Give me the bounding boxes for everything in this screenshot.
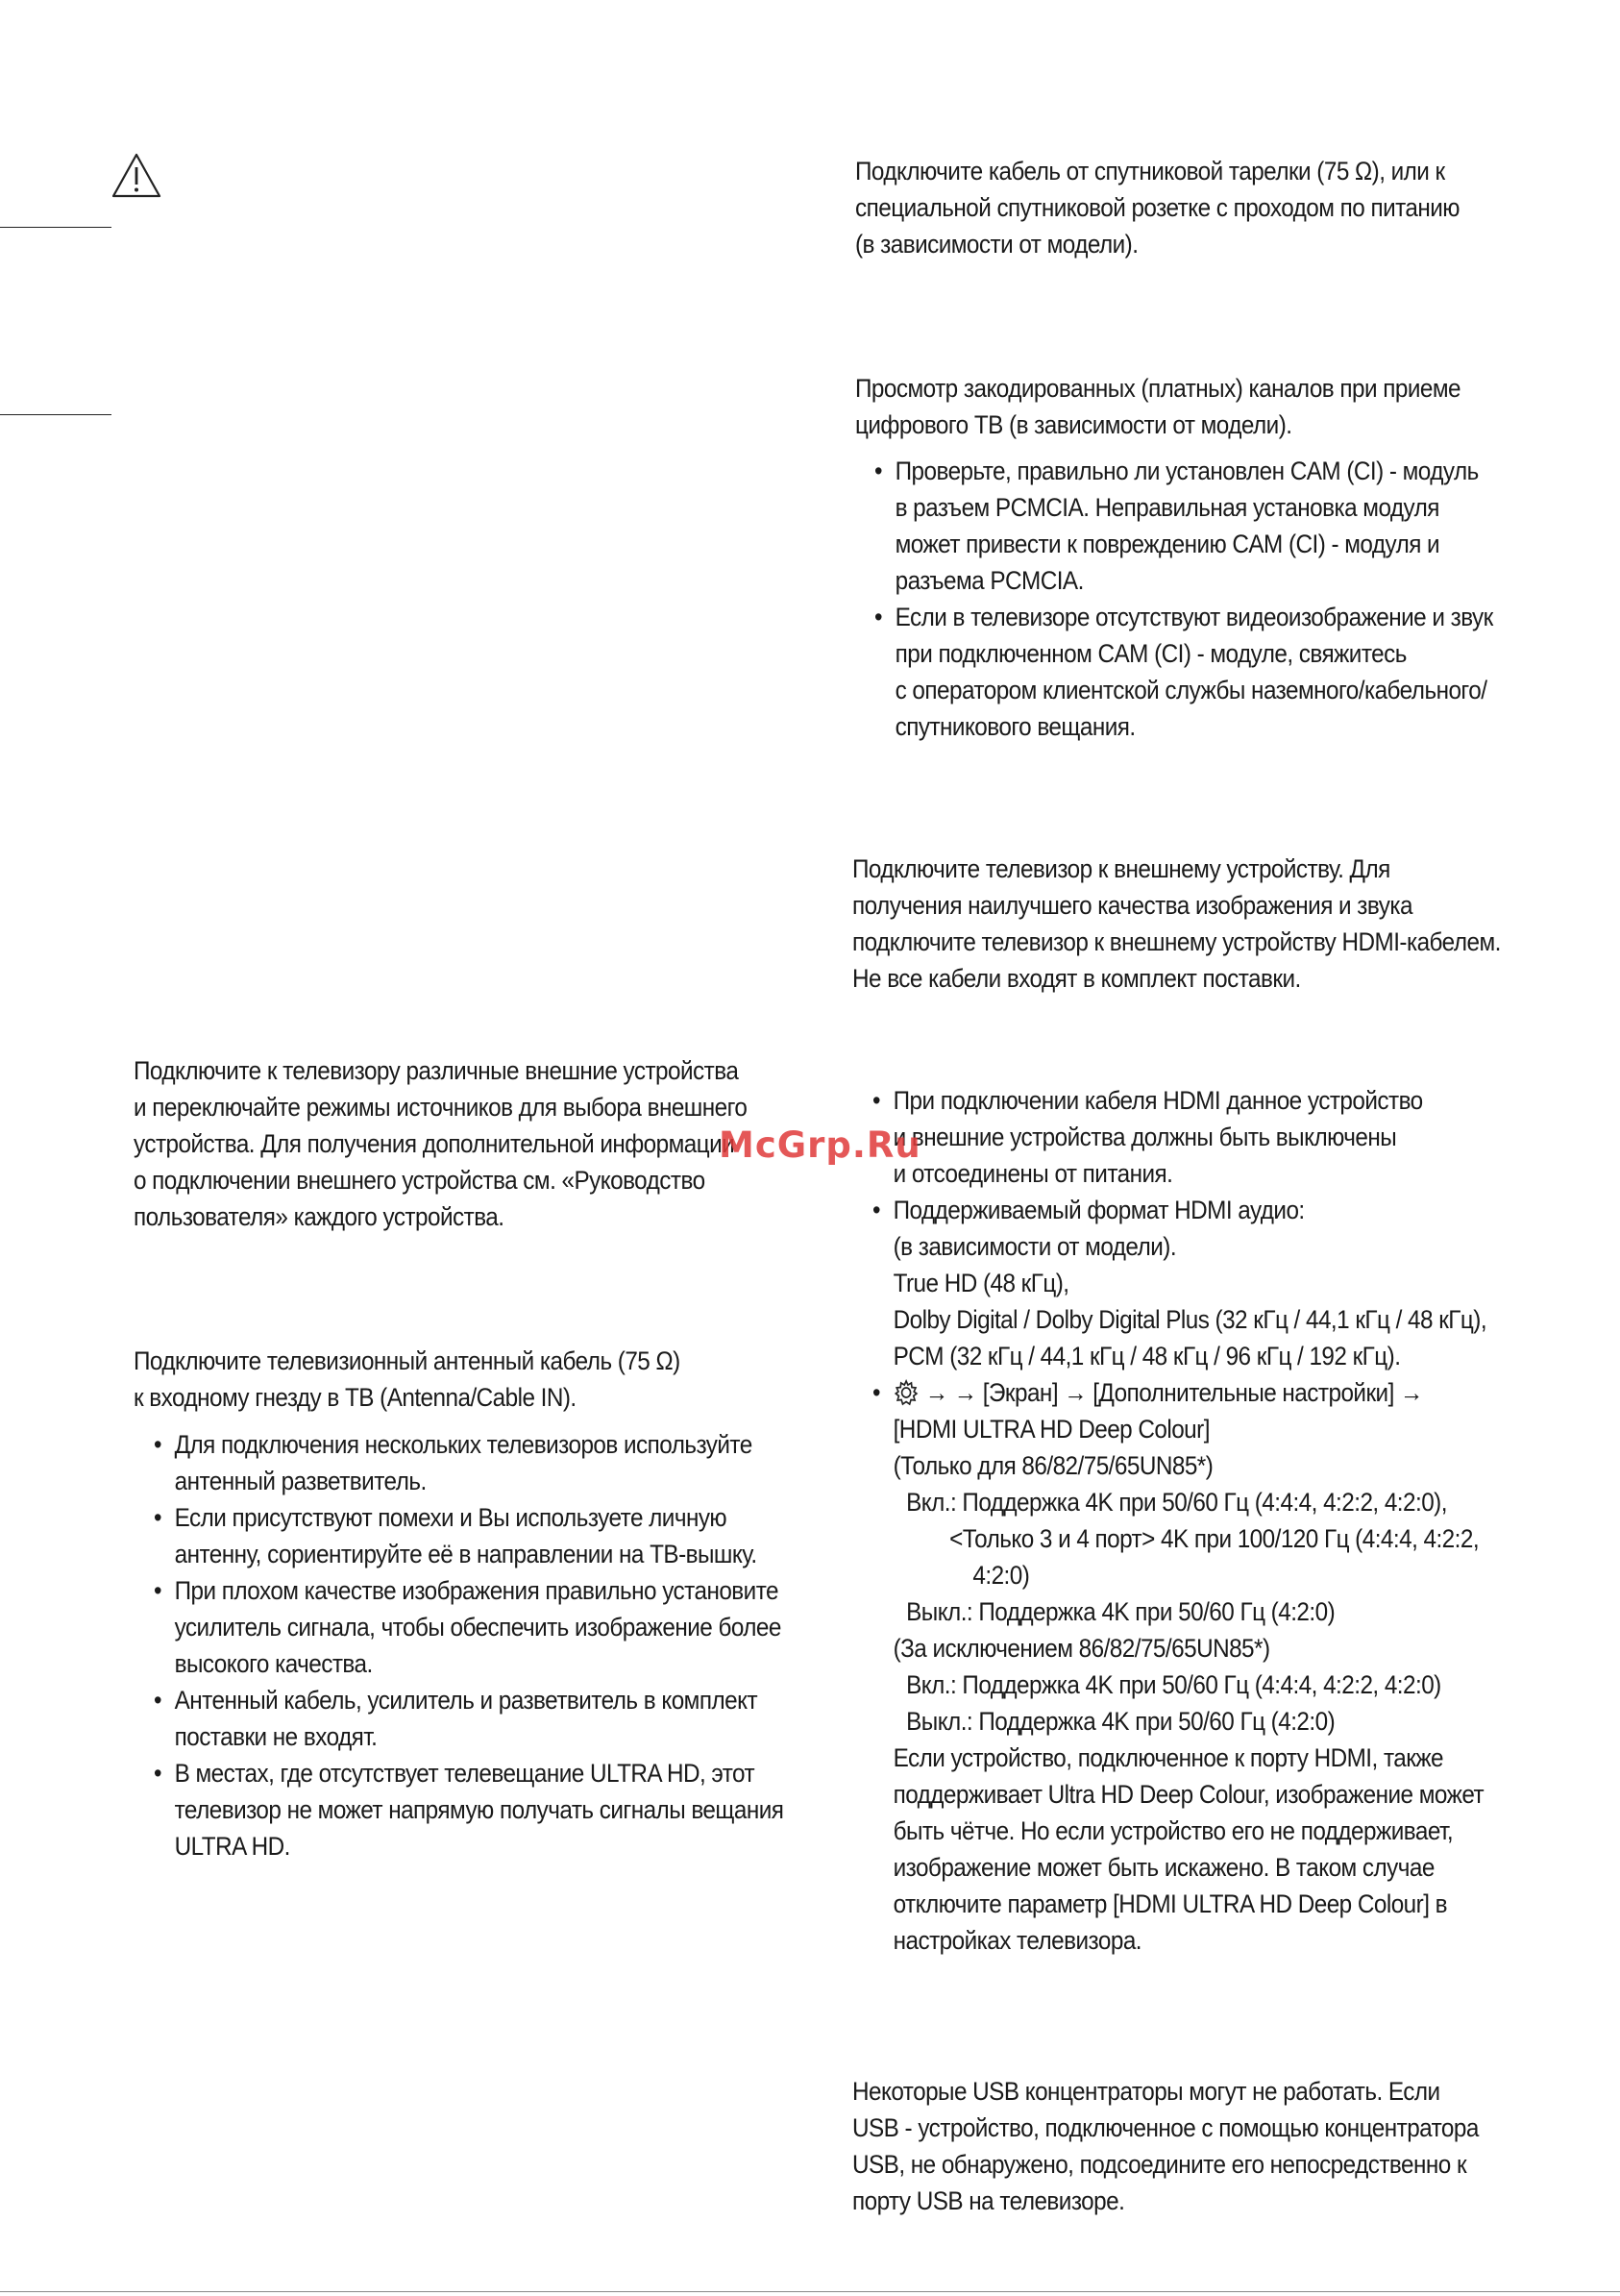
- antenna-paragraph: [134, 1343, 680, 1416]
- bullet-line: Dolby Digital / Dolby Digital Plus (32 кГц / 44,1 кГц / 48 кГц),: [893, 1305, 1487, 1334]
- cam-intro-paragraph: [855, 370, 1460, 443]
- antenna-bullet: [154, 1755, 783, 1864]
- warning-icon: [110, 152, 162, 200]
- antenna-line: Подключите телевизионный антенный кабель (75 Ω): [134, 1346, 680, 1375]
- bullet-line: спутникового вещания.: [895, 712, 1136, 741]
- deep-colour-line: изображение может быть искажено. В таком случае: [893, 1853, 1435, 1882]
- external-line: устройства. Для получения дополнительной информации: [134, 1129, 735, 1158]
- deep-colour-line: 4:2:0): [972, 1561, 1030, 1590]
- cam-intro-line: Просмотр закодированных (платных) каналов при приеме: [855, 374, 1460, 403]
- deep-colour-line: быть чётче. Но если устройство его не поддерживает,: [893, 1816, 1454, 1845]
- bullet-line: поставки не входят.: [174, 1722, 378, 1751]
- bullet-line: • Для подключения нескольких телевизоров используйте: [174, 1430, 752, 1459]
- bullet-line: телевизор не может напрямую получать сигналы вещания: [174, 1795, 784, 1824]
- bullet-line: True HD (48 кГц),: [893, 1269, 1069, 1297]
- gear-icon: [894, 1378, 920, 1407]
- watermark-logo: McGrp.Ru: [719, 1124, 921, 1166]
- hdmi-intro-line: Подключите телевизор к внешнему устройству. Для: [852, 854, 1390, 883]
- deep-colour-line: (За исключением 86/82/75/65UN85*): [893, 1634, 1270, 1663]
- satellite-line: Подключите кабель от спутниковой тарелки (75 Ω), или к: [855, 157, 1445, 185]
- antenna-bullet: [154, 1572, 783, 1682]
- hdmi-intro-paragraph: [852, 851, 1501, 997]
- antenna-line: к входному гнезду в ТВ (Antenna/Cable IN).: [134, 1383, 577, 1412]
- external-devices-paragraph: [134, 1052, 747, 1235]
- deep-colour-path: → → [Экран] → [Дополнительные настройки] →: [924, 1378, 1423, 1407]
- bullet-line: разъема PCMCIA.: [895, 566, 1084, 595]
- satellite-paragraph: [855, 153, 1460, 262]
- satellite-line: специальной спутниковой розетке с проходом по питанию: [855, 193, 1460, 222]
- antenna-bullet-list: [154, 1426, 783, 1864]
- cam-bullet: [874, 599, 1493, 745]
- deep-colour-line: отключите параметр [HDMI ULTRA HD Deep Colour] в: [893, 1889, 1447, 1918]
- bullet-line: • В местах, где отсутствует телевещание ULTRA HD, этот: [174, 1759, 755, 1788]
- deep-colour-line: Выкл.: Поддержка 4K при 50/60 Гц (4:2:0): [906, 1707, 1336, 1736]
- external-line: Подключите к телевизору различные внешние устройства: [134, 1056, 739, 1085]
- external-line: о подключении внешнего устройства см. «Руководство: [134, 1166, 705, 1195]
- cam-intro-line: цифрового ТВ (в зависимости от модели).: [855, 410, 1292, 439]
- bullet-line: антенну, сориентируйте её в направлении на ТВ-вышку.: [174, 1540, 757, 1568]
- external-line: и переключайте режимы источников для выбора внешнего: [134, 1093, 748, 1122]
- usb-line: USB, не обнаружено, подсоедините его непосредственно к: [852, 2150, 1467, 2179]
- bullet-line: при подключенном CAM (CI) - модуле, свяжитесь: [895, 639, 1407, 668]
- bullet-line: • При подключении кабеля HDMI данное устройство: [893, 1086, 1423, 1115]
- deep-colour-line: Вкл.: Поддержка 4K при 50/60 Гц (4:4:4, 4:2:2, 4:2:0),: [906, 1488, 1447, 1517]
- bullet-line: • Поддерживаемый формат HDMI аудио:: [893, 1196, 1305, 1224]
- satellite-line: (в зависимости от модели).: [855, 230, 1139, 259]
- hdmi-bullet-deep-colour: [872, 1374, 1486, 1959]
- deep-colour-line: Выкл.: Поддержка 4K при 50/60 Гц (4:2:0): [906, 1597, 1336, 1626]
- bullet-line: в разъем PCMCIA. Неправильная установка модуля: [895, 493, 1439, 522]
- antenna-bullet: [154, 1682, 783, 1755]
- bullet-line: ULTRA HD.: [174, 1832, 290, 1861]
- external-line: пользователя» каждого устройства.: [134, 1202, 504, 1231]
- left-rule-top: [0, 227, 111, 228]
- hdmi-bullet-audio-format: [872, 1192, 1486, 1374]
- bullet-line: антенный разветвитель.: [174, 1467, 427, 1495]
- bullet-line: PCM (32 кГц / 44,1 кГц / 48 кГц / 96 кГц / 192 кГц).: [893, 1342, 1401, 1370]
- usb-line: USB - устройство, подключенное с помощью концентратора: [852, 2113, 1479, 2142]
- bullet-line: усилитель сигнала, чтобы обеспечить изображение более: [174, 1613, 781, 1642]
- bullet-line: • Антенный кабель, усилитель и разветвитель в комплект: [174, 1686, 758, 1715]
- cam-bullet-list: [874, 453, 1493, 745]
- cam-bullet: [874, 453, 1493, 599]
- hdmi-bullet-power: [872, 1082, 1486, 1192]
- bullet-line: и отсоединены от питания.: [893, 1159, 1173, 1188]
- bullet-line: • Проверьте, правильно ли установлен CAM (CI) - модуль: [895, 457, 1479, 485]
- deep-colour-line: Если устройство, подключенное к порту HDMI, также: [893, 1743, 1444, 1772]
- deep-colour-line: настройках телевизора.: [893, 1926, 1142, 1955]
- deep-colour-line: Вкл.: Поддержка 4K при 50/60 Гц (4:4:4, 4:2:2, 4:2:0): [906, 1670, 1441, 1699]
- antenna-bullet: [154, 1499, 783, 1572]
- bullet-line: высокого качества.: [174, 1649, 373, 1678]
- deep-colour-line: [HDMI ULTRA HD Deep Colour]: [893, 1415, 1210, 1444]
- hdmi-intro-line: получения наилучшего качества изображения и звука: [852, 891, 1412, 920]
- bullet-line: • Если в телевизоре отсутствуют видеоизображение и звук: [895, 603, 1493, 631]
- bullet-line: может привести к повреждению CAM (CI) - модуля и: [895, 530, 1440, 558]
- hdmi-bullet-list: [872, 1082, 1486, 1959]
- left-rule-second: [0, 414, 111, 415]
- deep-colour-line: <Только 3 и 4 порт> 4K при 100/120 Гц (4:4:4, 4:2:2,: [949, 1524, 1480, 1553]
- usb-paragraph: [852, 2073, 1479, 2219]
- hdmi-intro-line: подключите телевизор к внешнему устройству HDMI-кабелем.: [852, 927, 1501, 956]
- bullet-line: с оператором клиентской службы наземного/кабельного/: [895, 676, 1487, 704]
- usb-line: порту USB на телевизоре.: [852, 2186, 1125, 2215]
- hdmi-intro-line: Не все кабели входят в комплект поставки.: [852, 964, 1301, 993]
- bullet-line: • При плохом качестве изображения правильно установите: [174, 1576, 778, 1605]
- antenna-bullet: [154, 1426, 783, 1499]
- bullet-line: • Если присутствуют помехи и Вы используете личную: [174, 1503, 727, 1532]
- bottom-rule: [0, 2291, 1620, 2292]
- usb-line: Некоторые USB концентраторы могут не работать. Если: [852, 2077, 1440, 2106]
- bullet-line: (в зависимости от модели).: [893, 1232, 1177, 1261]
- bullet-line: и внешние устройства должны быть выключены: [893, 1123, 1397, 1151]
- deep-colour-line: (Только для 86/82/75/65UN85*): [893, 1451, 1214, 1480]
- deep-colour-line: поддерживает Ultra HD Deep Colour, изображение может: [893, 1780, 1485, 1809]
